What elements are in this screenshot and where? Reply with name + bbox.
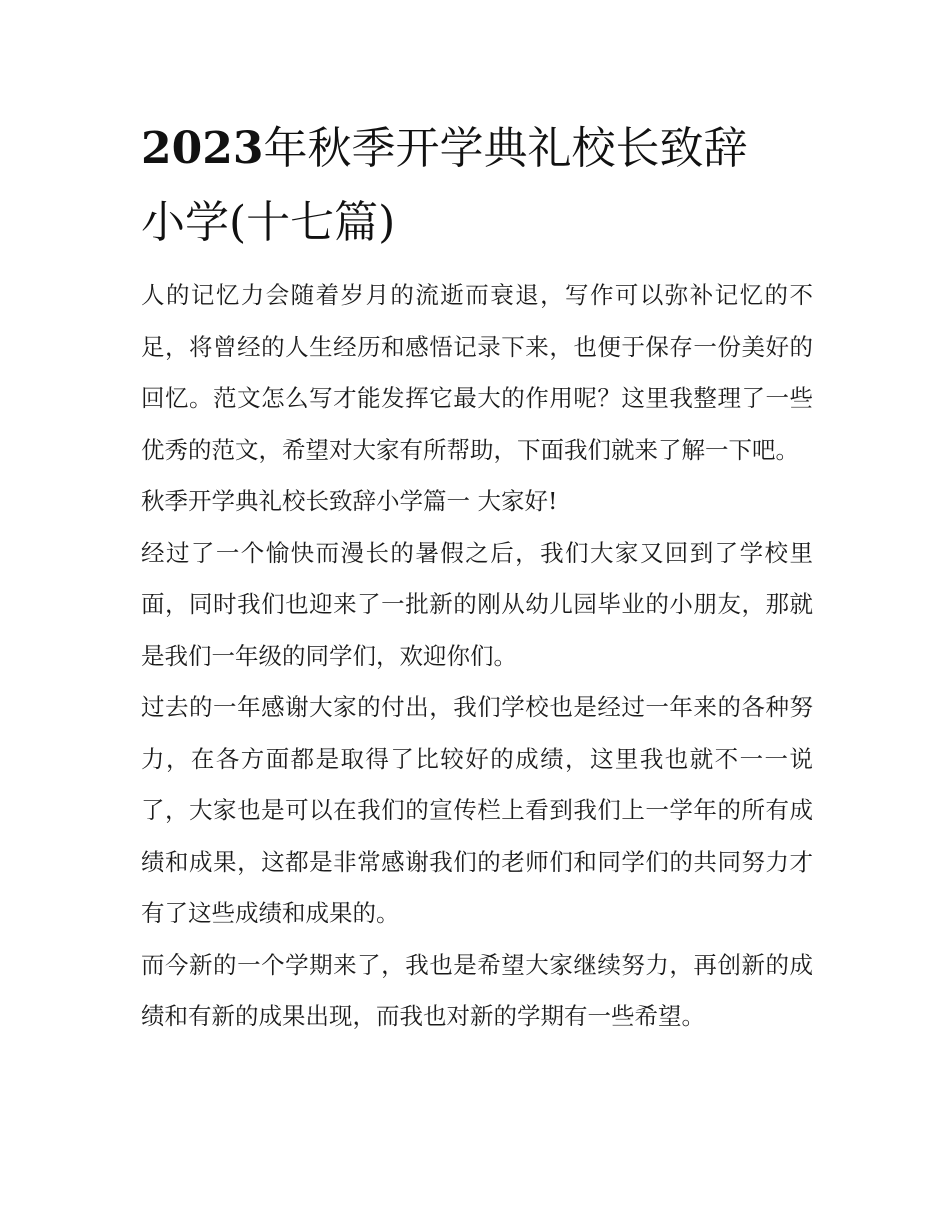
paragraph-intro: 人的记忆力会随着岁月的流逝而衰退，写作可以弥补记忆的不足，将曾经的人生经历和感悟记录下来，也便于保存一份美好的回忆。范文怎么写才能发挥它最大的作用呢？这里我整理了一些优秀的范文，希望对大家有所帮助，下面我们就来了解一下吧。 [141,281,813,464]
document-title [141,112,813,260]
paragraph-welcome: 经过了一个愉快而漫长的暑假之后，我们大家又回到了学校里面，同时我们也迎来了一批新的刚从幼儿园毕业的小朋友，那就是我们一年级的同学们，欢迎你们。 [141,538,813,670]
title-line2: 小学(十七篇) [141,197,396,248]
paragraph-new-term: 而今新的一个学期来了，我也是希望大家继续努力，再创新的成绩和有新的成果出现，而我也对新的学期有一些希望。 [141,950,813,1030]
document-content [141,112,813,1043]
paragraph-past-year: 过去的一年感谢大家的付出，我们学校也是经过一年来的各种努力，在各方面都是取得了比较好的成绩，这里我也就不一一说了，大家也是可以在我们的宣传栏上看到我们上一学年的所有成绩和成果，这都是非常感谢我们的老师们和同学们的共同努力才有了这些成绩和成果的。 [141,693,813,927]
title-line1-rest: 年秋季开学典礼校长致辞 [263,123,748,174]
paragraph-section-heading: 秋季开学典礼校长致辞小学篇一 大家好! [141,487,558,515]
document-body [141,270,813,1043]
title-year: 2023 [141,123,264,174]
